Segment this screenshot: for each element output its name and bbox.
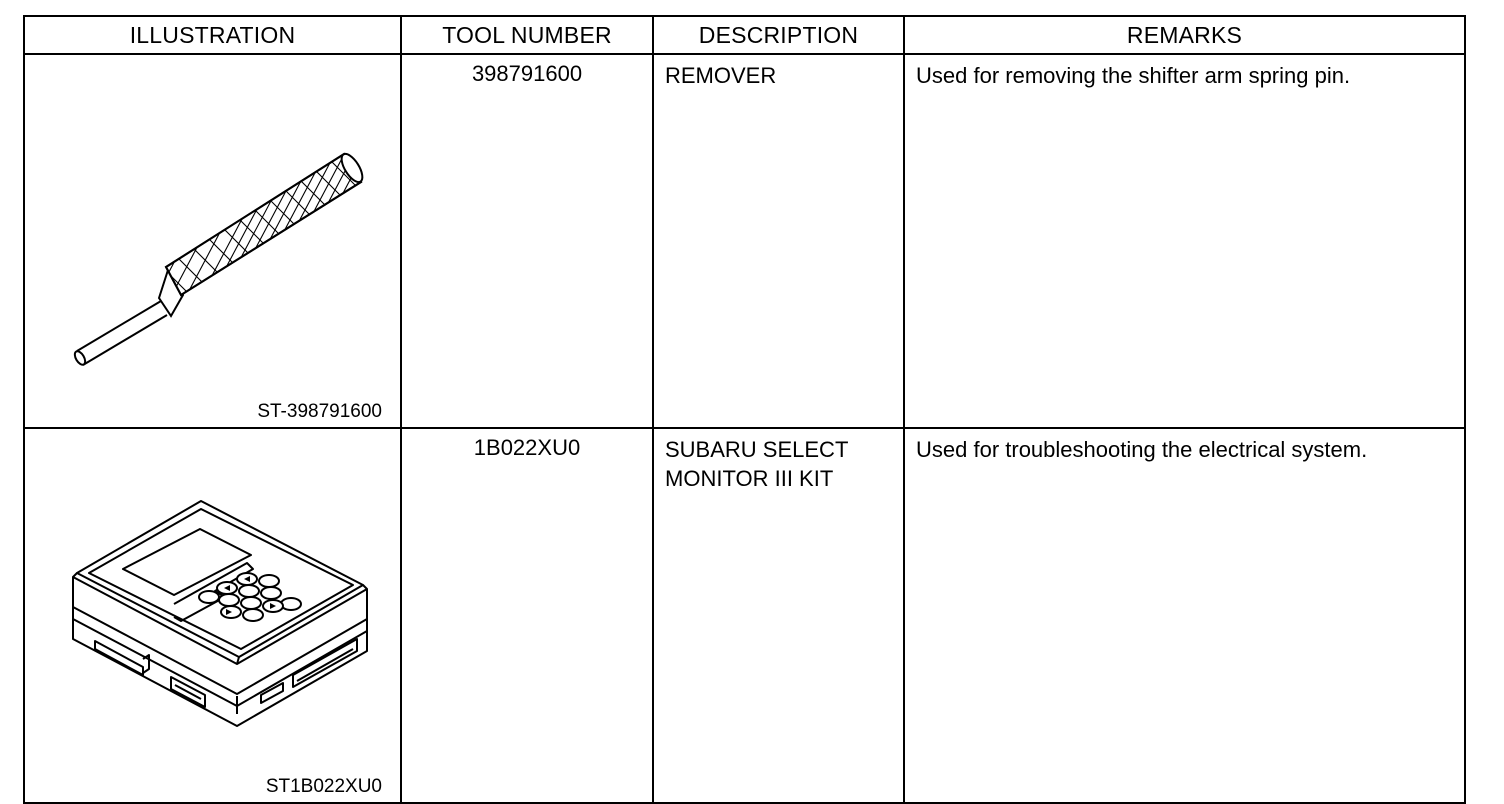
remarks-cell: Used for troubleshooting the electrical system. xyxy=(904,428,1465,803)
header-tool-number: TOOL NUMBER xyxy=(401,16,653,54)
illustration-label: ST-398791600 xyxy=(257,401,382,422)
illustration-cell xyxy=(24,428,401,803)
pin-remover-icon xyxy=(25,55,402,421)
header-description: DESCRIPTION xyxy=(653,16,904,54)
header-row xyxy=(24,16,1465,54)
select-monitor-device-icon xyxy=(25,429,402,796)
table-row xyxy=(24,428,1465,803)
header-illustration: ILLUSTRATION xyxy=(24,16,401,54)
illustration-cell xyxy=(24,54,401,428)
remarks-cell: Used for removing the shifter arm spring pin. xyxy=(904,54,1465,428)
table-row xyxy=(24,54,1465,428)
illustration-label: ST1B022XU0 xyxy=(265,776,382,797)
description-line: MONITOR III KIT xyxy=(665,466,834,491)
special-tools-table xyxy=(23,15,1466,804)
tool-number-cell: 1B022XU0 xyxy=(401,428,653,803)
header-remarks: REMARKS xyxy=(904,16,1465,54)
description-line: REMOVER xyxy=(665,63,777,88)
tool-number-cell: 398791600 xyxy=(401,54,653,428)
description-line: SUBARU SELECT xyxy=(665,437,849,462)
description-cell xyxy=(653,428,904,803)
description-cell xyxy=(653,54,904,428)
